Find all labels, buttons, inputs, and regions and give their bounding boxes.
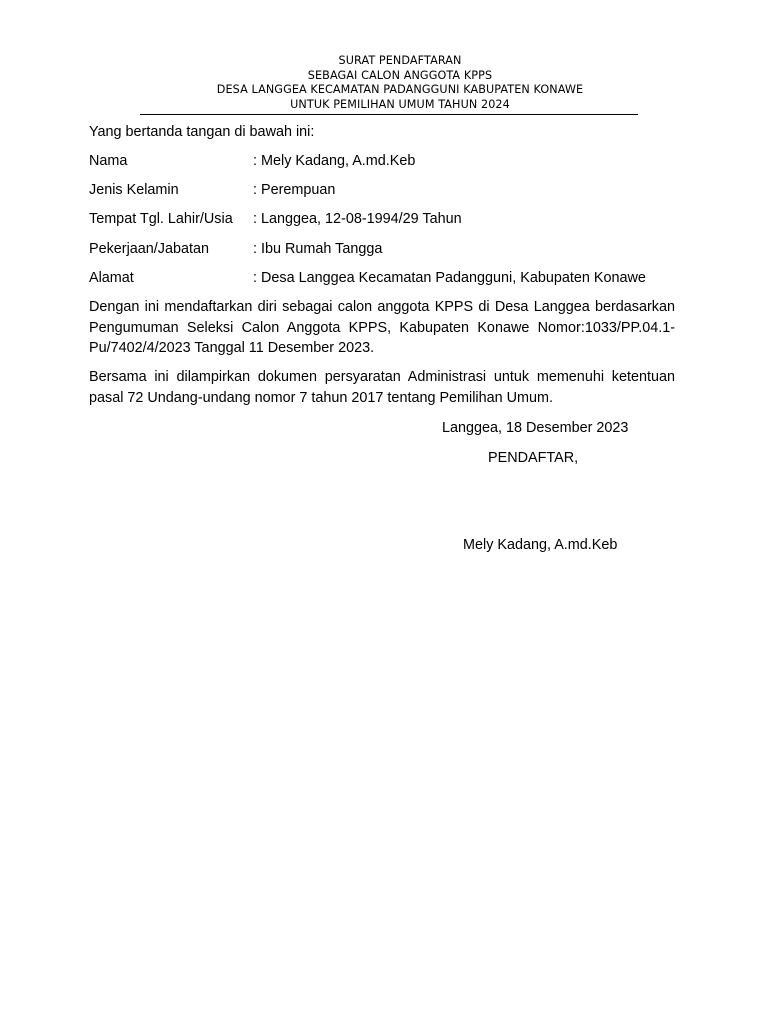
field-colon: : — [253, 270, 257, 286]
field-colon: : — [253, 241, 257, 257]
header-subtitle: SEBAGAI CALON ANGGOTA KPPS — [307, 68, 493, 82]
field-label: Tempat Tgl. Lahir/Usia — [89, 211, 233, 227]
field-value: Perempuan — [261, 182, 336, 198]
field-colon: : — [253, 153, 257, 169]
header-divider — [140, 114, 638, 115]
signer-name: Mely Kadang, A.md.Keb — [463, 537, 618, 553]
field-colon: : — [253, 182, 257, 198]
field-colon: : — [253, 211, 257, 227]
field-value: Mely Kadang, A.md.Keb — [261, 153, 416, 169]
field-value: Desa Langgea Kecamatan Padangguni, Kabupaten Konawe — [261, 270, 646, 286]
registration-paragraph: Dengan ini mendaftarkan diri sebagai calon anggota KPPS di Desa Langgea berdasarkan Pengumuman Seleksi Calon Anggota KPPS, Kabupaten Konawe Nomor:1033/PP.04.1-Pu/7402/4/2023 Tanggal 11 Desember 2023. — [89, 299, 675, 356]
header-title: SURAT PENDAFTARAN — [338, 54, 462, 67]
document-header — [100, 54, 700, 112]
header-location: DESA LANGGEA KECAMATAN PADANGGUNI KABUPATEN KONAWE — [216, 83, 584, 96]
field-label: Alamat — [89, 270, 134, 286]
intro-text: Yang bertanda tangan di bawah ini: — [89, 124, 315, 140]
field-value: Ibu Rumah Tangga — [261, 241, 383, 257]
field-label: Jenis Kelamin — [89, 182, 179, 198]
field-label: Pekerjaan/Jabatan — [89, 241, 210, 257]
field-label: Nama — [89, 153, 128, 169]
field-value: Langgea, 12-08-1994/29 Tahun — [261, 211, 462, 227]
header-election: UNTUK PEMILIHAN UMUM TAHUN 2024 — [290, 97, 510, 111]
attachment-paragraph: Bersama ini dilampirkan dokumen persyaratan Administrasi untuk memenuhi ketentuan pasal 72 Undang-undang nomor 7 tahun 2017 tentang Pemilihan Umum. — [89, 369, 675, 406]
place-date: Langgea, 18 Desember 2023 — [442, 420, 629, 436]
registrant-label: PENDAFTAR, — [488, 450, 579, 466]
